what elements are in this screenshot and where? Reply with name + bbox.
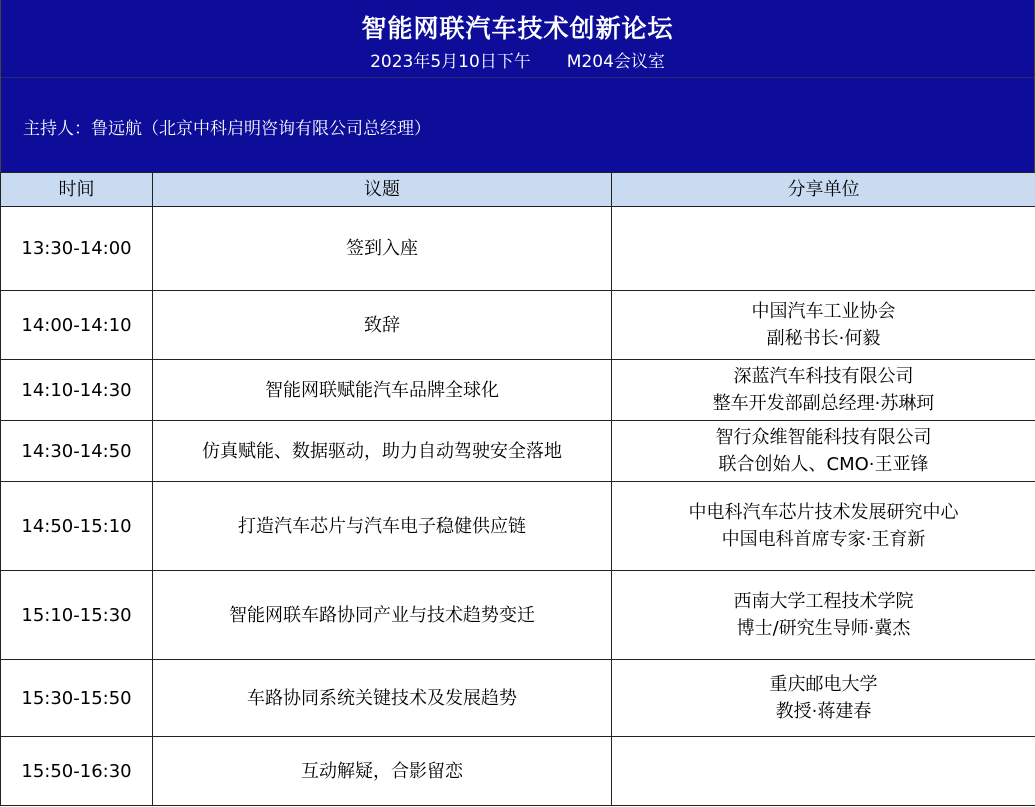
schedule-table	[0, 172, 1035, 806]
column-header-speaker: 分享单位	[612, 173, 1035, 207]
speaker-org: 西南大学工程技术学院	[733, 591, 914, 612]
speaker-org: 智行众维智能科技有限公司	[715, 427, 932, 448]
session-topic: 互动解疑，合影留恋	[153, 737, 612, 806]
speaker-person: 副秘书长·何毅	[766, 328, 881, 349]
session-speaker	[612, 660, 1035, 737]
session-topic: 打造汽车芯片与汽车电子稳健供应链	[153, 482, 612, 571]
speaker-person: 博士/研究生导师·冀杰	[736, 618, 911, 639]
speaker-person: 教授·蒋建春	[775, 701, 872, 722]
session-topic: 智能网联车路协同产业与技术趋势变迁	[153, 571, 612, 660]
speaker-person: 中国电科首席专家·王育新	[721, 529, 926, 550]
session-speaker	[612, 737, 1035, 806]
header-divider	[1, 77, 1034, 78]
table-row	[1, 660, 1035, 737]
table-row	[1, 737, 1035, 806]
speaker-org: 中电科汽车芯片技术发展研究中心	[688, 502, 959, 523]
session-time: 14:00-14:10	[1, 291, 153, 360]
session-speaker	[612, 360, 1035, 421]
forum-subtitle	[1, 47, 1034, 72]
session-time: 15:10-15:30	[1, 571, 153, 660]
table-row	[1, 207, 1035, 291]
table-row	[1, 571, 1035, 660]
speaker-person: 联合创始人、CMO·王亚锋	[718, 454, 929, 475]
session-topic: 仿真赋能、数据驱动，助力自动驾驶安全落地	[153, 421, 612, 482]
forum-header	[0, 0, 1035, 172]
table-row	[1, 482, 1035, 571]
forum-date-time: 2023年5月10日下午	[370, 52, 531, 72]
speaker-org: 中国汽车工业协会	[751, 301, 896, 322]
session-speaker	[612, 207, 1035, 291]
session-topic: 签到入座	[153, 207, 612, 291]
forum-room: M204会议室	[566, 52, 665, 72]
speaker-org: 深蓝汽车科技有限公司	[733, 366, 914, 387]
table-row	[1, 360, 1035, 421]
column-header-topic: 议题	[153, 173, 612, 207]
session-speaker	[612, 482, 1035, 571]
session-topic: 车路协同系统关键技术及发展趋势	[153, 660, 612, 737]
session-time: 15:50-16:30	[1, 737, 153, 806]
session-time: 15:30-15:50	[1, 660, 153, 737]
session-speaker	[612, 571, 1035, 660]
table-row	[1, 291, 1035, 360]
session-topic: 智能网联赋能汽车品牌全球化	[153, 360, 612, 421]
column-header-time: 时间	[1, 173, 153, 207]
session-speaker	[612, 421, 1035, 482]
speaker-person: 整车开发部副总经理·苏琳珂	[712, 393, 935, 414]
forum-title: 智能网联汽车技术创新论坛	[361, 14, 674, 43]
session-time: 14:50-15:10	[1, 482, 153, 571]
table-header-row	[1, 173, 1035, 207]
session-time: 14:30-14:50	[1, 421, 153, 482]
table-row	[1, 421, 1035, 482]
session-time: 14:10-14:30	[1, 360, 153, 421]
session-topic: 致辞	[153, 291, 612, 360]
session-time: 13:30-14:00	[1, 207, 153, 291]
speaker-org: 重庆邮电大学	[769, 674, 878, 695]
host-info: 主持人：鲁远航（北京中科启明咨询有限公司总经理）	[23, 119, 431, 139]
session-speaker	[612, 291, 1035, 360]
